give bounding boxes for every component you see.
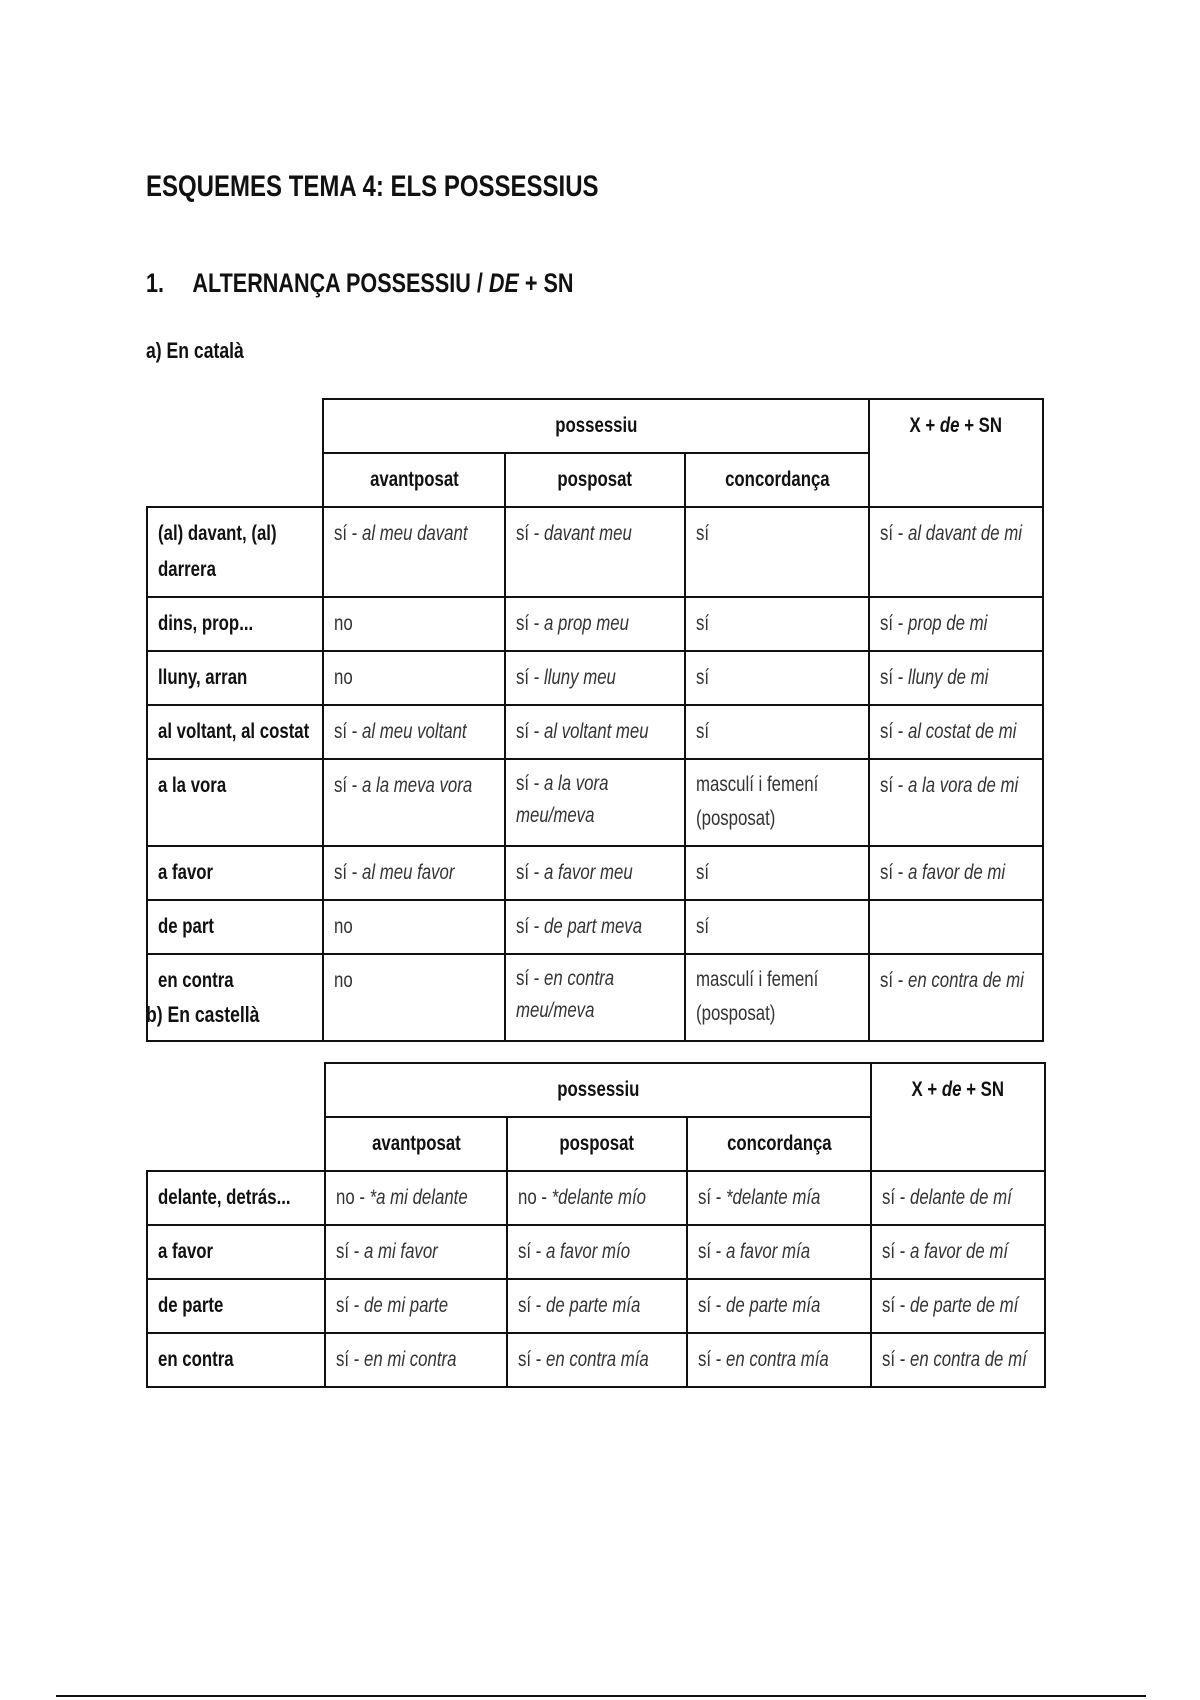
row-header: en contra xyxy=(147,954,323,1041)
table-catalan xyxy=(146,398,1044,1042)
section-title-part-a: ALTERNANÇA POSSESSIU / xyxy=(192,268,489,298)
cell-x-de-sn: sí - delante de mí xyxy=(871,1171,1045,1225)
header-concordanca: concordança xyxy=(687,1117,871,1171)
cell-posposat: sí - a prop meu xyxy=(505,597,685,651)
bottom-rule xyxy=(56,1695,1146,1697)
cell-posposat: sí - de parte mía xyxy=(507,1279,687,1333)
row-header: en contra xyxy=(147,1333,325,1387)
table-row xyxy=(147,1279,1045,1333)
subheading-castilian-text: b) En castellà xyxy=(146,1002,260,1027)
cell-posposat: sí - a la vora meu/meva xyxy=(505,759,685,846)
row-header: a favor xyxy=(147,846,323,900)
cell-concordanca: sí xyxy=(685,846,869,900)
cell-avantposat: no - *a mi delante xyxy=(325,1171,507,1225)
cell-posposat: sí - al voltant meu xyxy=(505,705,685,759)
row-header: al voltant, al costat xyxy=(147,705,323,759)
row-header: a la vora xyxy=(147,759,323,846)
cell-x-de-sn: sí - al costat de mi xyxy=(869,705,1043,759)
cell-x-de-sn: sí - en contra de mi xyxy=(869,954,1043,1041)
cell-posposat: sí - davant meu xyxy=(505,507,685,597)
group-header-possessiu: possessiu xyxy=(323,399,869,453)
table-row xyxy=(147,507,1043,597)
cell-avantposat: sí - a la meva vora xyxy=(323,759,505,846)
cell-avantposat: no xyxy=(323,597,505,651)
cell-avantposat: sí - al meu voltant xyxy=(323,705,505,759)
table-header-row xyxy=(147,1063,1045,1117)
cell-concordanca: sí xyxy=(685,507,869,597)
table-row xyxy=(147,1171,1045,1225)
cell-posposat: sí - en contra meu/meva xyxy=(505,954,685,1041)
row-header: de parte xyxy=(147,1279,325,1333)
header-posposat: posposat xyxy=(505,453,685,507)
cell-x-de-sn: sí - al davant de mi xyxy=(869,507,1043,597)
cell-concordanca: masculí i femení (posposat) xyxy=(685,954,869,1041)
header-x-de-sn: X + de + SN xyxy=(869,399,1043,507)
empty-corner-cell xyxy=(147,399,323,507)
cell-x-de-sn: sí - prop de mi xyxy=(869,597,1043,651)
section-title-part-c: + SN xyxy=(518,268,574,298)
cell-concordanca: masculí i femení (posposat) xyxy=(685,759,869,846)
cell-avantposat: no xyxy=(323,900,505,954)
cell-x-de-sn: sí - a favor de mí xyxy=(871,1225,1045,1279)
table-castilian xyxy=(146,1062,1046,1388)
header-avantposat: avantposat xyxy=(323,453,505,507)
cell-avantposat: sí - de mi parte xyxy=(325,1279,507,1333)
cell-posposat: sí - en contra mía xyxy=(507,1333,687,1387)
row-header: a favor xyxy=(147,1225,325,1279)
table-row xyxy=(147,846,1043,900)
cell-avantposat: sí - al meu davant xyxy=(323,507,505,597)
cell-concordanca: sí xyxy=(685,651,869,705)
cell-concordanca: sí xyxy=(685,900,869,954)
header-posposat: posposat xyxy=(507,1117,687,1171)
cell-avantposat: no xyxy=(323,651,505,705)
cell-posposat: sí - de part meva xyxy=(505,900,685,954)
subheading-castilian xyxy=(146,1002,288,1028)
cell-x-de-sn: sí - a la vora de mi xyxy=(869,759,1043,846)
cell-x-de-sn: sí - de parte de mí xyxy=(871,1279,1045,1333)
document-title xyxy=(146,170,712,204)
cell-x-de-sn xyxy=(869,900,1043,954)
table-row xyxy=(147,1225,1045,1279)
header-x-de-sn: X + de + SN xyxy=(871,1063,1045,1171)
section-number: 1. xyxy=(146,268,165,298)
cell-x-de-sn: sí - lluny de mi xyxy=(869,651,1043,705)
table-row xyxy=(147,651,1043,705)
document-title-text: ESQUEMES TEMA 4: ELS POSSESSIUS xyxy=(146,170,599,203)
subheading-catalan-text: a) En català xyxy=(146,338,244,363)
cell-posposat: sí - a favor mío xyxy=(507,1225,687,1279)
header-concordanca: concordança xyxy=(685,453,869,507)
cell-concordanca: sí xyxy=(685,705,869,759)
cell-avantposat: sí - en mi contra xyxy=(325,1333,507,1387)
cell-concordanca: sí - a favor mía xyxy=(687,1225,871,1279)
cell-x-de-sn: sí - en contra de mí xyxy=(871,1333,1045,1387)
cell-concordanca: sí - *delante mía xyxy=(687,1171,871,1225)
subheading-catalan xyxy=(146,338,268,364)
table-row xyxy=(147,759,1043,846)
cell-avantposat: no xyxy=(323,954,505,1041)
cell-posposat: no - *delante mío xyxy=(507,1171,687,1225)
cell-concordanca: sí - en contra mía xyxy=(687,1333,871,1387)
row-header: lluny, arran xyxy=(147,651,323,705)
row-header: (al) davant, (al) darrera xyxy=(147,507,323,597)
section-heading xyxy=(146,268,680,299)
table-row xyxy=(147,1333,1045,1387)
empty-corner-cell xyxy=(147,1063,325,1171)
cell-x-de-sn: sí - a favor de mi xyxy=(869,846,1043,900)
cell-avantposat: sí - al meu favor xyxy=(323,846,505,900)
row-header: delante, detrás... xyxy=(147,1171,325,1225)
cell-concordanca: sí xyxy=(685,597,869,651)
table-row xyxy=(147,705,1043,759)
group-header-possessiu: possessiu xyxy=(325,1063,871,1117)
table-row xyxy=(147,900,1043,954)
row-header: dins, prop... xyxy=(147,597,323,651)
cell-posposat: sí - a favor meu xyxy=(505,846,685,900)
row-header: de part xyxy=(147,900,323,954)
table-row xyxy=(147,597,1043,651)
cell-avantposat: sí - a mi favor xyxy=(325,1225,507,1279)
section-title-part-b: DE xyxy=(488,268,519,298)
cell-posposat: sí - lluny meu xyxy=(505,651,685,705)
table-header-row xyxy=(147,399,1043,453)
header-avantposat: avantposat xyxy=(325,1117,507,1171)
cell-concordanca: sí - de parte mía xyxy=(687,1279,871,1333)
